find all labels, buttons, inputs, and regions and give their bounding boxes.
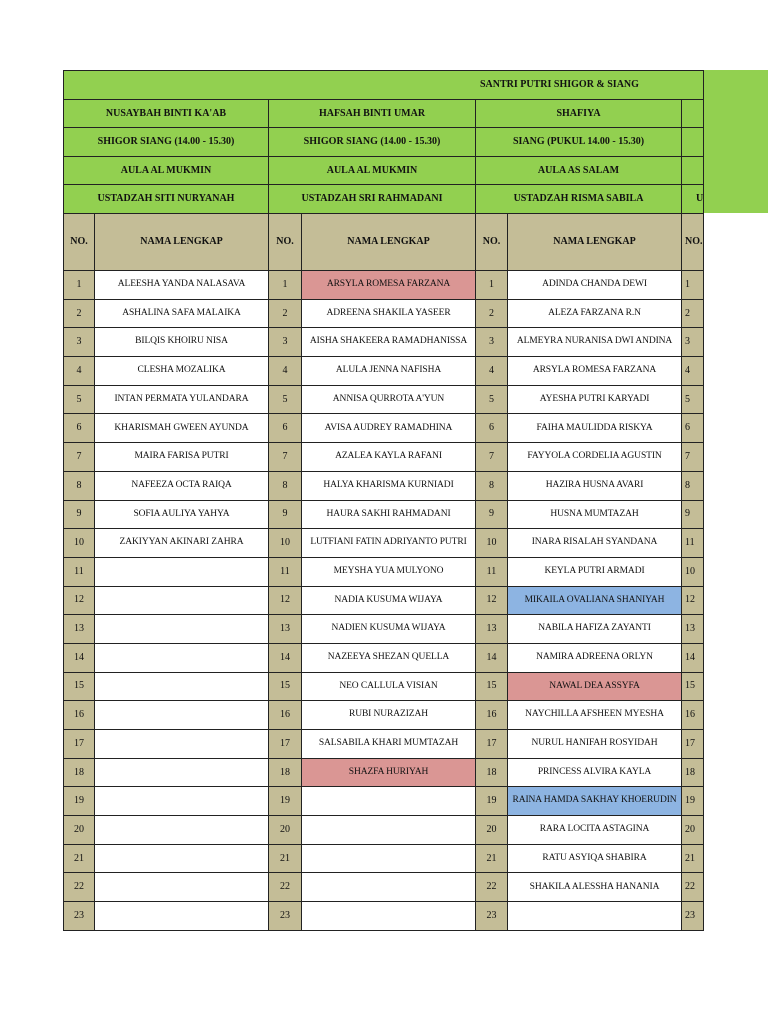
table-row [64, 385, 704, 414]
row-number-cell[interactable]: 15 [682, 672, 704, 701]
row-number-cell[interactable]: 11 [269, 557, 302, 586]
table-row [64, 787, 704, 816]
row-number-cell[interactable]: 14 [682, 643, 704, 672]
student-name-cell[interactable]: INARA RISALAH SYANDANA [508, 529, 682, 558]
student-name-cell[interactable]: AYESHA PUTRI KARYADI [508, 385, 682, 414]
student-name-cell[interactable] [95, 672, 269, 701]
student-name-cell[interactable]: RARA LOCITA ASTAGINA [508, 816, 682, 845]
row-number-cell[interactable]: 20 [64, 816, 95, 845]
row-number-cell[interactable]: 19 [476, 787, 508, 816]
student-name-cell[interactable]: KEYLA PUTRI ARMADI [508, 557, 682, 586]
row-number-cell[interactable]: 13 [269, 615, 302, 644]
student-name-cell[interactable]: ZAKIYYAN AKINARI ZAHRA [95, 529, 269, 558]
table-row [64, 615, 704, 644]
group-4-session[interactable] [682, 128, 704, 157]
row-number-cell[interactable]: 8 [64, 471, 95, 500]
row-number-cell[interactable]: 2 [269, 299, 302, 328]
student-name-cell[interactable]: NAYCHILLA AFSHEEN MYESHA [508, 701, 682, 730]
row-number-cell[interactable]: 4 [64, 357, 95, 386]
table-row [64, 557, 704, 586]
row-number-cell[interactable]: 2 [476, 299, 508, 328]
group-4-location[interactable] [682, 157, 704, 185]
table-row [64, 271, 704, 300]
row-number-cell[interactable]: 7 [476, 443, 508, 472]
row-number-cell[interactable]: 18 [64, 758, 95, 787]
row-number-cell[interactable]: 13 [682, 615, 704, 644]
group-1-session[interactable]: SHIGOR SIANG (14.00 - 15.30) [64, 128, 269, 157]
row-number-cell[interactable]: 16 [476, 701, 508, 730]
row-number-cell[interactable]: 3 [682, 328, 704, 357]
teacher-row [64, 185, 704, 214]
row-number-cell[interactable]: 8 [476, 471, 508, 500]
row-number-cell[interactable]: 7 [269, 443, 302, 472]
col-header-name[interactable]: NAMA LENGKAP [302, 214, 476, 271]
title-row [64, 71, 704, 100]
row-number-cell[interactable]: 3 [476, 328, 508, 357]
row-number-cell[interactable]: 9 [269, 500, 302, 529]
row-number-cell[interactable]: 2 [64, 299, 95, 328]
row-number-cell[interactable]: 1 [682, 271, 704, 300]
row-number-cell[interactable]: 6 [269, 414, 302, 443]
row-number-cell[interactable]: 21 [682, 844, 704, 873]
row-number-cell[interactable]: 3 [269, 328, 302, 357]
row-number-cell[interactable]: 12 [682, 586, 704, 615]
row-number-cell[interactable]: 5 [64, 385, 95, 414]
student-name-cell[interactable] [95, 586, 269, 615]
student-name-cell[interactable] [302, 844, 476, 873]
table-row [64, 701, 704, 730]
student-name-cell[interactable]: SHAZFA HURIYAH [302, 758, 476, 787]
student-name-cell[interactable]: NAMIRA ADREENA ORLYN [508, 643, 682, 672]
row-number-cell[interactable]: 21 [269, 844, 302, 873]
student-name-cell[interactable]: LUTFIANI FATIN ADRIYANTO PUTRI [302, 529, 476, 558]
row-number-cell[interactable]: 22 [269, 873, 302, 902]
row-number-cell[interactable]: 3 [64, 328, 95, 357]
student-name-cell[interactable] [302, 873, 476, 902]
group-3-teacher[interactable]: USTADZAH RISMA SABILA [476, 185, 682, 214]
row-number-cell[interactable]: 8 [682, 471, 704, 500]
student-name-cell[interactable]: HAZIRA HUSNA AVARI [508, 471, 682, 500]
row-number-cell[interactable]: 6 [476, 414, 508, 443]
student-name-cell[interactable]: NAWAL DEA ASSYFA [508, 672, 682, 701]
row-number-cell[interactable]: 19 [682, 787, 704, 816]
row-number-cell[interactable]: 18 [682, 758, 704, 787]
row-number-cell[interactable]: 10 [269, 529, 302, 558]
row-number-cell[interactable]: 17 [682, 730, 704, 759]
student-name-cell[interactable] [95, 816, 269, 845]
row-number-cell[interactable]: 16 [269, 701, 302, 730]
student-name-cell[interactable]: ARSYLA ROMESA FARZANA [302, 271, 476, 300]
row-number-cell[interactable]: 1 [64, 271, 95, 300]
row-number-cell[interactable]: 12 [476, 586, 508, 615]
row-number-cell[interactable]: 1 [269, 271, 302, 300]
row-number-cell[interactable]: 13 [476, 615, 508, 644]
student-name-cell[interactable]: SOFIA AULIYA YAHYA [95, 500, 269, 529]
col-header-name[interactable]: NAMA LENGKAP [508, 214, 682, 271]
row-number-cell[interactable]: 20 [682, 816, 704, 845]
row-number-cell[interactable]: 11 [64, 557, 95, 586]
location-row [64, 157, 704, 185]
sheet-title[interactable]: SANTRI PUTRI SHIGOR & SIANG [64, 71, 704, 100]
row-number-cell[interactable]: 7 [64, 443, 95, 472]
group-3-name[interactable]: SHAFIYA [476, 100, 682, 128]
student-name-cell[interactable] [95, 701, 269, 730]
table-row [64, 443, 704, 472]
col-header-no[interactable]: NO. [269, 214, 302, 271]
student-name-cell[interactable]: SHAKILA ALESSHA HANANIA [508, 873, 682, 902]
row-number-cell[interactable]: 14 [269, 643, 302, 672]
table-row [64, 357, 704, 386]
student-name-cell[interactable]: BILQIS KHOIRU NISA [95, 328, 269, 357]
table-row [64, 299, 704, 328]
row-number-cell[interactable]: 13 [64, 615, 95, 644]
row-number-cell[interactable]: 5 [269, 385, 302, 414]
student-name-cell[interactable]: NADIA KUSUMA WIJAYA [302, 586, 476, 615]
row-number-cell[interactable]: 15 [64, 672, 95, 701]
row-number-cell[interactable]: 17 [64, 730, 95, 759]
row-number-cell[interactable]: 22 [682, 873, 704, 902]
row-number-cell[interactable]: 2 [682, 299, 704, 328]
row-number-cell[interactable]: 16 [682, 701, 704, 730]
student-name-cell[interactable]: ALULA JENNA NAFISHA [302, 357, 476, 386]
group-3-location[interactable]: AULA AS SALAM [476, 157, 682, 185]
group-2-teacher[interactable]: USTADZAH SRI RAHMADANI [269, 185, 476, 214]
student-name-cell[interactable] [95, 557, 269, 586]
row-number-cell[interactable]: 4 [269, 357, 302, 386]
group-2-location[interactable]: AULA AL MUKMIN [269, 157, 476, 185]
student-name-cell[interactable] [302, 787, 476, 816]
student-name-cell[interactable]: PRINCESS ALVIRA KAYLA [508, 758, 682, 787]
group-1-teacher[interactable]: USTADZAH SITI NURYANAH [64, 185, 269, 214]
row-number-cell[interactable]: 15 [476, 672, 508, 701]
student-name-cell[interactable]: NEO CALLULA VISIAN [302, 672, 476, 701]
column-header-row [64, 214, 704, 271]
student-name-cell[interactable] [95, 844, 269, 873]
student-name-cell[interactable] [508, 902, 682, 931]
student-name-cell[interactable]: RUBI NURAZIZAH [302, 701, 476, 730]
student-name-cell[interactable]: ANNISA QURROTA A'YUN [302, 385, 476, 414]
student-name-cell[interactable]: ADINDA CHANDA DEWI [508, 271, 682, 300]
student-name-cell[interactable] [95, 873, 269, 902]
student-name-cell[interactable]: ALMEYRA NURANISA DWI ANDINA [508, 328, 682, 357]
row-number-cell[interactable]: 7 [682, 443, 704, 472]
row-number-cell[interactable]: 6 [682, 414, 704, 443]
header-band-overflow [703, 70, 768, 213]
student-name-cell[interactable]: NABILA HAFIZA ZAYANTI [508, 615, 682, 644]
row-number-cell[interactable]: 1 [476, 271, 508, 300]
row-number-cell[interactable]: 23 [269, 902, 302, 931]
student-name-cell[interactable]: AISHA SHAKEERA RAMADHANISSA [302, 328, 476, 357]
group-4-teacher[interactable]: U [682, 185, 704, 214]
attendance-table [63, 70, 704, 931]
row-number-cell[interactable]: 12 [269, 586, 302, 615]
group-1-location[interactable]: AULA AL MUKMIN [64, 157, 269, 185]
table-row [64, 414, 704, 443]
table-row [64, 529, 704, 558]
col-header-no[interactable]: NO. [64, 214, 95, 271]
row-number-cell[interactable]: 12 [64, 586, 95, 615]
group-2-session[interactable]: SHIGOR SIANG (14.00 - 15.30) [269, 128, 476, 157]
row-number-cell[interactable]: 18 [476, 758, 508, 787]
row-number-cell[interactable]: 23 [64, 902, 95, 931]
student-name-cell[interactable] [95, 787, 269, 816]
student-name-cell[interactable]: NADIEN KUSUMA WIJAYA [302, 615, 476, 644]
student-name-cell[interactable]: NAFEEZA OCTA RAIQA [95, 471, 269, 500]
student-name-cell[interactable]: FAIHA MAULIDDA RISKYA [508, 414, 682, 443]
student-name-cell[interactable]: HUSNA MUMTAZAH [508, 500, 682, 529]
student-name-cell[interactable]: RATU ASYIQA SHABIRA [508, 844, 682, 873]
table-row [64, 730, 704, 759]
table-row [64, 643, 704, 672]
group-4-name[interactable] [682, 100, 704, 128]
row-number-cell[interactable]: 10 [682, 557, 704, 586]
student-name-cell[interactable] [95, 730, 269, 759]
student-name-cell[interactable]: ALEZA FARZANA R.N [508, 299, 682, 328]
table-row [64, 500, 704, 529]
row-number-cell[interactable]: 14 [476, 643, 508, 672]
table-row [64, 844, 704, 873]
table-row [64, 586, 704, 615]
student-name-cell[interactable]: MIKAILA OVALIANA SHANIYAH [508, 586, 682, 615]
student-name-cell[interactable]: AZALEA KAYLA RAFANI [302, 443, 476, 472]
row-number-cell[interactable]: 16 [64, 701, 95, 730]
student-name-cell[interactable] [95, 902, 269, 931]
row-number-cell[interactable]: 5 [682, 385, 704, 414]
row-number-cell[interactable]: 14 [64, 643, 95, 672]
table-row [64, 758, 704, 787]
student-name-cell[interactable] [95, 758, 269, 787]
row-number-cell[interactable]: 18 [269, 758, 302, 787]
row-number-cell[interactable]: 4 [476, 357, 508, 386]
row-number-cell[interactable]: 9 [64, 500, 95, 529]
student-name-cell[interactable]: RAINA HAMDA SAKHAY KHOERUDIN [508, 787, 682, 816]
table-row [64, 328, 704, 357]
row-number-cell[interactable]: 23 [682, 902, 704, 931]
group-3-session[interactable]: SIANG (PUKUL 14.00 - 15.30) [476, 128, 682, 157]
group-2-name[interactable]: HAFSAH BINTI UMAR [269, 100, 476, 128]
student-name-cell[interactable] [95, 643, 269, 672]
row-number-cell[interactable]: 9 [476, 500, 508, 529]
student-name-cell[interactable]: NURUL HANIFAH ROSYIDAH [508, 730, 682, 759]
row-number-cell[interactable]: 9 [682, 500, 704, 529]
student-name-cell[interactable]: ADREENA SHAKILA YASEER [302, 299, 476, 328]
table-row [64, 672, 704, 701]
row-number-cell[interactable]: 11 [476, 557, 508, 586]
row-number-cell[interactable]: 22 [476, 873, 508, 902]
student-name-cell[interactable] [302, 816, 476, 845]
col-header-name[interactable]: NAMA LENGKAP [95, 214, 269, 271]
student-name-cell[interactable]: MEYSHA YUA MULYONO [302, 557, 476, 586]
student-name-cell[interactable]: AVISA AUDREY RAMADHINA [302, 414, 476, 443]
student-name-cell[interactable]: NAZEEYA SHEZAN QUELLA [302, 643, 476, 672]
row-number-cell[interactable]: 10 [64, 529, 95, 558]
col-header-no[interactable]: NO. [476, 214, 508, 271]
row-number-cell[interactable]: 20 [476, 816, 508, 845]
col-header-no[interactable]: NO. [682, 214, 704, 271]
row-number-cell[interactable]: 4 [682, 357, 704, 386]
table-row [64, 902, 704, 931]
student-name-cell[interactable]: MAIRA FARISA PUTRI [95, 443, 269, 472]
student-name-cell[interactable]: ASHALINA SAFA MALAIKA [95, 299, 269, 328]
table-row [64, 816, 704, 845]
row-number-cell[interactable]: 21 [64, 844, 95, 873]
student-name-cell[interactable]: SALSABILA KHARI MUMTAZAH [302, 730, 476, 759]
row-number-cell[interactable]: 15 [269, 672, 302, 701]
group-1-name[interactable]: NUSAYBAH BINTI KA'AB [64, 100, 269, 128]
row-number-cell[interactable]: 20 [269, 816, 302, 845]
row-number-cell[interactable]: 19 [64, 787, 95, 816]
student-name-cell[interactable]: ARSYLA ROMESA FARZANA [508, 357, 682, 386]
student-name-cell[interactable]: HAURA SAKHI RAHMADANI [302, 500, 476, 529]
student-name-cell[interactable]: HALYA KHARISMA KURNIADI [302, 471, 476, 500]
student-name-cell[interactable]: KHARISMAH GWEEN AYUNDA [95, 414, 269, 443]
row-number-cell[interactable]: 17 [269, 730, 302, 759]
row-number-cell[interactable]: 21 [476, 844, 508, 873]
row-number-cell[interactable]: 5 [476, 385, 508, 414]
row-number-cell[interactable]: 22 [64, 873, 95, 902]
group-name-row [64, 100, 704, 128]
row-number-cell[interactable]: 8 [269, 471, 302, 500]
row-number-cell[interactable]: 23 [476, 902, 508, 931]
student-name-cell[interactable]: INTAN PERMATA YULANDARA [95, 385, 269, 414]
student-name-cell[interactable] [302, 902, 476, 931]
session-row [64, 128, 704, 157]
student-name-cell[interactable]: CLESHA MOZALIKA [95, 357, 269, 386]
table-row [64, 471, 704, 500]
row-number-cell[interactable]: 19 [269, 787, 302, 816]
row-number-cell[interactable]: 6 [64, 414, 95, 443]
student-name-cell[interactable]: ALEESHA YANDA NALASAVA [95, 271, 269, 300]
row-number-cell[interactable]: 17 [476, 730, 508, 759]
student-name-cell[interactable] [95, 615, 269, 644]
table-row [64, 873, 704, 902]
student-name-cell[interactable]: FAYYOLA CORDELIA AGUSTIN [508, 443, 682, 472]
row-number-cell[interactable]: 11 [682, 529, 704, 558]
row-number-cell[interactable]: 10 [476, 529, 508, 558]
